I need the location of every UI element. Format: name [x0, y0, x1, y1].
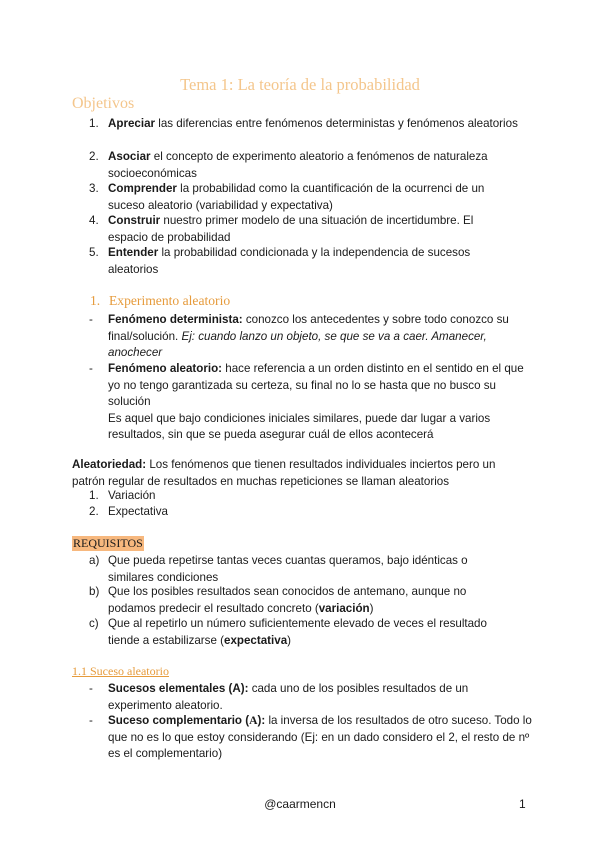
objetivos-heading: Objetivos — [72, 95, 135, 112]
requisitos-label: REQUISITOS — [73, 536, 143, 550]
page-number: 1 — [519, 797, 526, 811]
item-text-after: ) — [369, 601, 374, 615]
list-marker: 5. — [89, 246, 99, 259]
bullet-marker: - — [89, 714, 93, 727]
bullet-marker: - — [89, 313, 93, 326]
bullet-term: Suceso complementario ( — [108, 714, 250, 727]
item-text: Que pueda repetirse tantas veces cuantas queramos, bajo idénticas o similares condiciones — [108, 554, 468, 584]
paragraph-text: Los fenómenos que tienen resultados individuales inciertos pero un patrón regular de resultados en muchas repeticiones se llaman aleatorios — [72, 458, 496, 488]
item-text: la probabilidad como la cuantificación de la ocurrenci de un suceso aleatorio (variabilidad y expectativa) — [108, 182, 485, 212]
list-marker: 2. — [89, 150, 99, 163]
bullet-text: conozco los antecedentes y sobre todo conozco su final/solución. — [108, 313, 509, 343]
list-marker: 1. — [89, 117, 99, 130]
item-text: la probabilidad condicionada y la independencia de sucesos aleatorios — [108, 246, 471, 276]
bullet-term: Fenómeno aleatorio: — [108, 362, 223, 375]
item-text: el concepto de experimento aleatorio a fenómenos de naturaleza socioeconómicas — [108, 150, 488, 180]
item-text: Que al repetirlo un número suficientemente elevado de veces el resultado tiende a estabilizarse ( — [108, 617, 487, 647]
list-marker: a) — [89, 554, 100, 567]
item-text: Variación — [108, 489, 156, 502]
bullet-marker: - — [89, 362, 93, 375]
bullet-term: Sucesos elementales (A): — [108, 682, 249, 695]
section-heading — [90, 293, 230, 309]
item-keyword: Apreciar — [108, 117, 156, 130]
section-title: Experimento aleatorio — [109, 293, 231, 308]
item-keyword: variación — [318, 601, 370, 615]
aleatoriedad-paragraph — [72, 457, 527, 490]
item-text: Expectativa — [108, 505, 168, 518]
list-marker: 2. — [89, 505, 99, 518]
list-marker: 3. — [89, 182, 99, 195]
bullet-text: cada uno de los posibles resultados de un experimento aleatorio. — [108, 682, 469, 712]
list-marker: b) — [89, 585, 100, 598]
list-marker: 1. — [89, 489, 99, 502]
item-keyword: Construir — [108, 214, 161, 227]
item-text-after: ) — [287, 633, 292, 647]
paragraph-term: Aleatoriedad: — [72, 458, 147, 471]
list-marker: c) — [89, 617, 99, 630]
section-number: 1. — [90, 293, 101, 308]
item-keyword: expectativa — [224, 633, 288, 647]
item-text: nuestro primer modelo de una situación de incertidumbre. El espacio de probabilidad — [108, 214, 474, 244]
list-marker: 4. — [89, 214, 99, 227]
document-title: Tema 1: La teoría de la probabilidad — [180, 75, 420, 94]
bullet-term: Fenómeno determinista: — [108, 313, 243, 326]
item-text: Que los posibles resultados sean conocidos de antemano, aunque no podamos predecir el resultado concreto ( — [108, 585, 467, 615]
bullet-marker: - — [89, 682, 93, 695]
bullet-text: la inversa de los resultados de otro suceso. Todo lo que no es lo que estoy considerando (Ej: en un dado considero el 2, el resto de nº es el complementario) — [108, 714, 532, 760]
item-text: las diferencias entre fenómenos deterministas y fenómenos aleatorios — [155, 117, 518, 130]
item-keyword: Asociar — [108, 150, 151, 163]
bullet-text: hace referencia a un orden distinto en el sentido en el que yo no tengo garantizada su certeza, su final no lo se hasta que no busco su solución — [108, 362, 524, 408]
footer-handle: @caarmencn — [264, 797, 336, 811]
subsection-heading: 1.1 Suceso aleatorio — [72, 664, 169, 678]
bullet-term-symbol: A — [249, 714, 258, 727]
bullet-example: Ej: cuando lanzo un objeto, se que se va a caer. Amanecer, anochecer — [108, 329, 487, 359]
item-keyword: Entender — [108, 246, 159, 259]
bullet-extra-text: Es aquel que bajo condiciones iniciales similares, puede dar lugar a varios resultados, sin que se pueda asegurar cuál de ellos acontecerá — [108, 411, 491, 441]
item-keyword: Comprender — [108, 182, 177, 195]
bullet-term-after: ): — [257, 714, 266, 727]
